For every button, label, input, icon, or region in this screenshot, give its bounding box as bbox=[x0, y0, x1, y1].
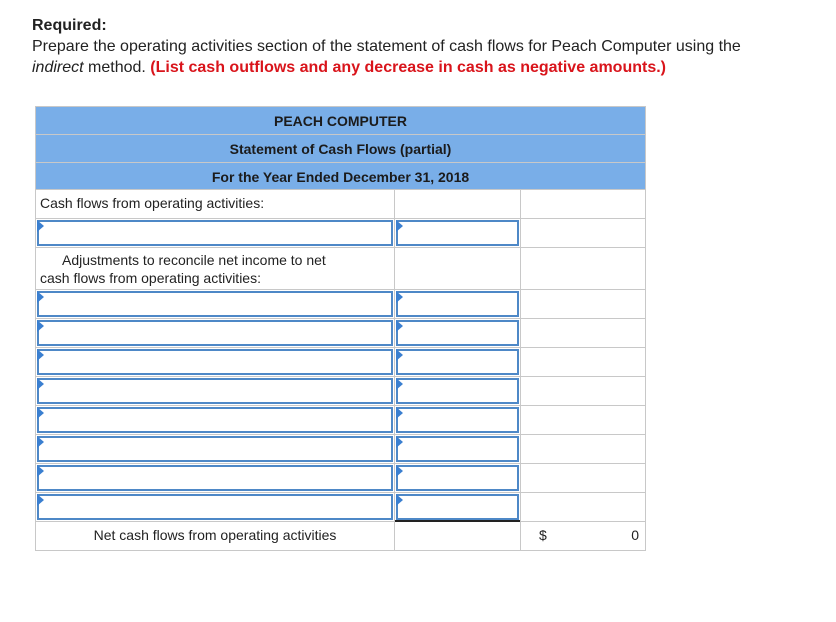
net-income-amount-input[interactable] bbox=[396, 220, 519, 246]
adjustment-row-3 bbox=[35, 348, 646, 377]
adjustments-label: Adjustments to reconcile net income to net cash flows from operating activities: bbox=[40, 252, 326, 286]
adjustment-label-input-1[interactable] bbox=[37, 291, 393, 317]
adjustment-label-input-2[interactable] bbox=[37, 320, 393, 346]
section-label: Cash flows from operating activities: bbox=[40, 195, 265, 211]
adjustment-label-input-4[interactable] bbox=[37, 378, 393, 404]
adjustment-amount-input-6[interactable] bbox=[396, 436, 519, 462]
dropdown-marker-icon bbox=[37, 220, 44, 232]
input-marker-icon bbox=[396, 465, 403, 477]
adjustment-amount-input-1[interactable] bbox=[396, 291, 519, 317]
dropdown-marker-icon bbox=[37, 378, 44, 390]
adjustment-label-input-5[interactable] bbox=[37, 407, 393, 433]
net-income-row bbox=[35, 219, 646, 248]
instructions bbox=[32, 15, 822, 78]
adjustment-row-5 bbox=[35, 406, 646, 435]
dropdown-marker-icon bbox=[37, 407, 44, 419]
adjustment-label-input-7[interactable] bbox=[37, 465, 393, 491]
adjustment-row-8 bbox=[35, 493, 646, 522]
adjustment-label-input-8[interactable] bbox=[37, 494, 393, 520]
input-marker-icon bbox=[396, 378, 403, 390]
adjustment-amount-input-2[interactable] bbox=[396, 320, 519, 346]
dropdown-marker-icon bbox=[37, 436, 44, 448]
input-marker-icon bbox=[396, 436, 403, 448]
dropdown-marker-icon bbox=[37, 320, 44, 332]
input-marker-icon bbox=[396, 320, 403, 332]
input-marker-icon bbox=[396, 407, 403, 419]
instructions-rest: method. bbox=[83, 59, 151, 76]
instructions-emphasis: indirect bbox=[32, 59, 84, 76]
adjustment-label-input-6[interactable] bbox=[37, 436, 393, 462]
adjustment-label-input-3[interactable] bbox=[37, 349, 393, 375]
adjustment-row-2 bbox=[35, 319, 646, 348]
currency-symbol: $ bbox=[539, 527, 547, 543]
required-heading: Required: bbox=[32, 17, 107, 34]
dropdown-marker-icon bbox=[37, 291, 44, 303]
dropdown-marker-icon bbox=[37, 465, 44, 477]
adjustment-row-4 bbox=[35, 377, 646, 406]
input-marker-icon bbox=[396, 349, 403, 361]
input-marker-icon bbox=[396, 494, 403, 506]
adjustment-amount-input-5[interactable] bbox=[396, 407, 519, 433]
adjustment-row-6 bbox=[35, 435, 646, 464]
dropdown-marker-icon bbox=[37, 494, 44, 506]
cash-flow-worksheet bbox=[35, 106, 646, 551]
adjustment-row-1 bbox=[35, 290, 646, 319]
company-name: PEACH COMPUTER bbox=[35, 106, 646, 134]
net-income-label-input[interactable] bbox=[37, 220, 393, 246]
statement-title: Statement of Cash Flows (partial) bbox=[35, 134, 646, 162]
adjustment-amount-input-4[interactable] bbox=[396, 378, 519, 404]
statement-period: For the Year Ended December 31, 2018 bbox=[35, 162, 646, 190]
input-marker-icon bbox=[396, 220, 403, 232]
adjustment-row-7 bbox=[35, 464, 646, 493]
adjustments-label-row bbox=[35, 248, 646, 290]
input-marker-icon bbox=[396, 291, 403, 303]
net-cash-flows-total: 0 bbox=[631, 527, 639, 543]
net-cash-flows-row bbox=[35, 522, 646, 551]
section-label-row bbox=[35, 190, 646, 219]
instructions-note: (List cash outflows and any decrease in cash as negative amounts.) bbox=[150, 59, 666, 76]
adjustment-amount-input-3[interactable] bbox=[396, 349, 519, 375]
instructions-line1: Prepare the operating activities section of the statement of cash flows for Peach Computer using the bbox=[32, 38, 741, 55]
adjustment-amount-input-7[interactable] bbox=[396, 465, 519, 491]
net-cash-flows-label: Net cash flows from operating activities bbox=[93, 527, 337, 543]
adjustment-amount-input-8[interactable] bbox=[396, 494, 519, 520]
dropdown-marker-icon bbox=[37, 349, 44, 361]
